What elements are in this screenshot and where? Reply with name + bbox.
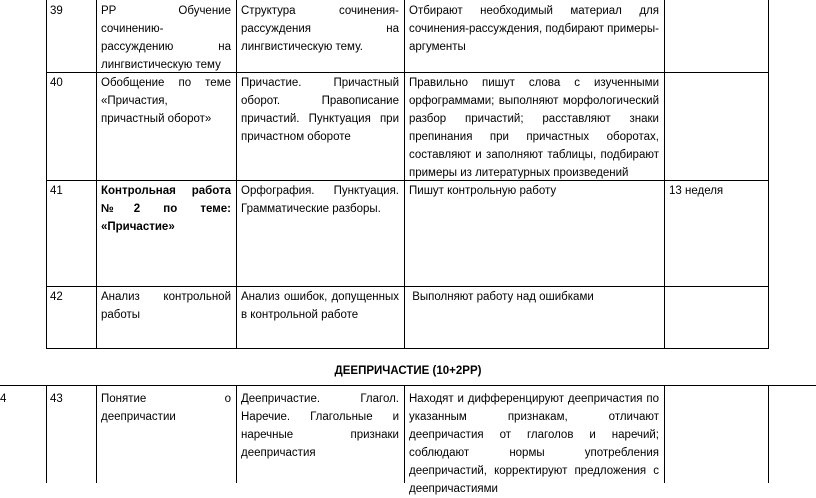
lesson-content: Причастие. Причастный оборот. Правописание причастий. Пунктуация при причастном обороте bbox=[241, 77, 399, 143]
lesson-topic: РР Обучение сочинению-рассуждению на лингвистическую тему bbox=[101, 5, 231, 71]
lesson-content: Структура сочинения-рассуждения на лингвистическую тему. bbox=[241, 5, 399, 53]
table-border-col4 bbox=[404, 0, 405, 349]
section-title: ДЕЕПРИЧАСТИЕ (10+2РР) bbox=[334, 365, 482, 377]
lesson-content: Деепричастие. Глагол. Наречие. Глагольные и наречные признаки деепричастия bbox=[241, 393, 399, 459]
table-border-col3 bbox=[96, 385, 97, 483]
table-border-col6 bbox=[768, 0, 769, 349]
lesson-date: 13 неделя bbox=[669, 185, 724, 197]
table-border-col2 bbox=[96, 0, 97, 349]
table-border-col6 bbox=[664, 385, 665, 483]
row-divider bbox=[46, 348, 769, 349]
table-border-left bbox=[46, 0, 47, 349]
lesson-number: 41 bbox=[50, 185, 63, 197]
lesson-topic: Анализ контрольной работы bbox=[101, 291, 231, 321]
lesson-topic: Понятие о деепричастии bbox=[101, 393, 231, 423]
student-activities: Выполняют работу над ошибками bbox=[409, 291, 594, 303]
table-border-col3 bbox=[236, 0, 237, 349]
lesson-topic: Контрольная работа №2 по теме: «Причастие» bbox=[101, 185, 231, 233]
lesson-content: Анализ ошибок, допущенных в контрольной работе bbox=[241, 291, 399, 321]
lesson-number: 40 bbox=[50, 77, 63, 89]
lesson-number: 39 bbox=[50, 5, 63, 17]
lesson-content: Орфография. Пунктуация. Грамматические разборы. bbox=[241, 185, 399, 215]
row-divider bbox=[46, 180, 769, 181]
table-border-col5 bbox=[404, 385, 405, 483]
student-activities: Находят и дифференцируют деепричастия по указанным признакам, отличают деепричастия от глаголов и наречий; соблюдают нормы употребления деепричастий, корректируют предложения с деепричастиями bbox=[409, 393, 659, 495]
row-divider bbox=[46, 286, 769, 287]
table-border-col4 bbox=[236, 385, 237, 483]
table-border-col7 bbox=[768, 385, 769, 483]
student-activities: Пишут контрольную работу bbox=[409, 185, 557, 197]
lesson-topic: Обобщение по теме «Причастия, причастный оборот» bbox=[101, 77, 231, 125]
week-number: 4 bbox=[0, 393, 7, 405]
table-border-col2 bbox=[46, 385, 47, 483]
student-activities: Правильно пишут слова с изученными орфограммами; выполняют морфологический разбор причастий; расставляют знаки препинания при причастных оборотах, составляют и заполняют таблицы, подбирают примеры из литературных произведений bbox=[409, 77, 659, 179]
table-border-col5 bbox=[664, 0, 665, 349]
lesson-number: 43 bbox=[50, 393, 63, 405]
student-activities: Отбирают необходимый материал для сочинения-рассуждения, подбирают примеры-аргументы bbox=[409, 5, 659, 53]
row-divider bbox=[0, 385, 816, 386]
lesson-number: 42 bbox=[50, 291, 63, 303]
